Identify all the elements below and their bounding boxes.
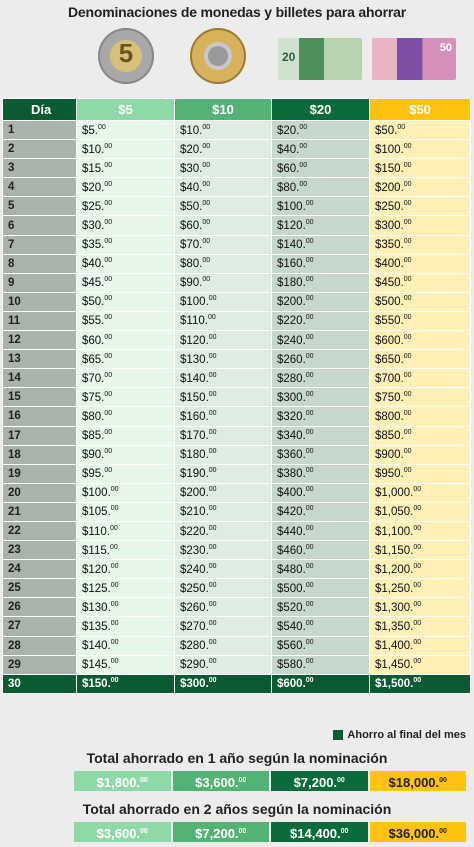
cell-dia: 15 — [3, 388, 77, 407]
cell-50: $600.00 — [370, 331, 471, 350]
cell-dia: 19 — [3, 464, 77, 483]
cell-10: $290.00 — [175, 655, 272, 674]
cell-5: $15.00 — [77, 159, 175, 178]
total-2-year-label: Total ahorrado en 2 años según la nominación — [82, 801, 392, 817]
cell-10: $90.00 — [175, 273, 272, 292]
cell-10: $50.00 — [175, 197, 272, 216]
cell-5: $70.00 — [77, 369, 175, 388]
total-1-year-label: Total ahorrado en 1 año según la nominación — [86, 750, 388, 766]
table-header-row — [3, 99, 471, 121]
cell-dia: 22 — [3, 521, 77, 540]
cell-5: $20.00 — [77, 178, 175, 197]
cell-20: $40.00 — [272, 140, 370, 159]
cell-50: $900.00 — [370, 445, 471, 464]
total-2-year-20: $14,400.00 — [271, 822, 368, 842]
cell-5: $40.00 — [77, 254, 175, 273]
cell-20: $480.00 — [272, 560, 370, 579]
cell-10: $240.00 — [175, 560, 272, 579]
cell-50: $1,400.00 — [370, 636, 471, 655]
table-row — [3, 292, 471, 311]
coin-5-image — [98, 28, 154, 84]
cell-20: $400.00 — [272, 483, 370, 502]
cell-20: $580.00 — [272, 655, 370, 674]
coin-5-digit: 5 — [118, 38, 134, 68]
table-row — [3, 426, 471, 445]
cell-50: $550.00 — [370, 311, 471, 330]
cell-5: $150.00 — [77, 674, 175, 693]
cell-dia: 23 — [3, 541, 77, 560]
cell-dia: 24 — [3, 560, 77, 579]
cell-50: $1,000.00 — [370, 483, 471, 502]
cell-dia: 20 — [3, 483, 77, 502]
cell-50: $1,050.00 — [370, 502, 471, 521]
header-50: $50 — [370, 99, 471, 121]
cell-50: $1,250.00 — [370, 579, 471, 598]
cell-10: $260.00 — [175, 598, 272, 617]
cell-10: $170.00 — [175, 426, 272, 445]
cell-dia: 7 — [3, 235, 77, 254]
cell-5: $90.00 — [77, 445, 175, 464]
cell-5: $10.00 — [77, 140, 175, 159]
cell-50: $200.00 — [370, 178, 471, 197]
table-row — [3, 121, 471, 140]
cell-20: $20.00 — [272, 121, 370, 140]
cell-20: $380.00 — [272, 464, 370, 483]
cell-20: $360.00 — [272, 445, 370, 464]
cell-5: $35.00 — [77, 235, 175, 254]
total-2-year-row — [74, 822, 466, 842]
cell-5: $80.00 — [77, 407, 175, 426]
cell-50: $650.00 — [370, 350, 471, 369]
cell-dia: 3 — [3, 159, 77, 178]
table-row — [3, 273, 471, 292]
cell-50: $700.00 — [370, 369, 471, 388]
cell-50: $800.00 — [370, 407, 471, 426]
cell-dia: 10 — [3, 292, 77, 311]
total-1-year-5: $1,800.00 — [74, 771, 171, 791]
cell-5: $125.00 — [77, 579, 175, 598]
legend-label: Ahorro al final del mes — [347, 729, 466, 741]
legend-swatch — [333, 730, 343, 740]
cell-50: $300.00 — [370, 216, 471, 235]
cell-20: $100.00 — [272, 197, 370, 216]
cell-5: $85.00 — [77, 426, 175, 445]
cell-10: $120.00 — [175, 331, 272, 350]
total-1-year-20: $7,200.00 — [271, 771, 368, 791]
bill-50-image — [372, 38, 456, 80]
cell-20: $160.00 — [272, 254, 370, 273]
cell-10: $110.00 — [175, 311, 272, 330]
cell-20: $240.00 — [272, 331, 370, 350]
cell-10: $200.00 — [175, 483, 272, 502]
table-row — [3, 655, 471, 674]
cell-20: $320.00 — [272, 407, 370, 426]
cell-5: $115.00 — [77, 541, 175, 560]
cell-dia: 13 — [3, 350, 77, 369]
cell-10: $140.00 — [175, 369, 272, 388]
table-row — [3, 407, 471, 426]
header-5: $5 — [77, 99, 175, 121]
table-row — [3, 159, 471, 178]
cell-10: $100.00 — [175, 292, 272, 311]
cell-5: $135.00 — [77, 617, 175, 636]
currency-images — [0, 24, 474, 94]
table-row — [3, 445, 471, 464]
table-row — [3, 502, 471, 521]
cell-5: $50.00 — [77, 292, 175, 311]
total-1-year-50: $18,000.00 — [370, 771, 467, 791]
cell-50: $1,100.00 — [370, 521, 471, 540]
cell-dia: 18 — [3, 445, 77, 464]
cell-50: $1,450.00 — [370, 655, 471, 674]
cell-50: $450.00 — [370, 273, 471, 292]
cell-20: $440.00 — [272, 521, 370, 540]
table-row — [3, 331, 471, 350]
cell-50: $350.00 — [370, 235, 471, 254]
cell-20: $540.00 — [272, 617, 370, 636]
cell-20: $500.00 — [272, 579, 370, 598]
cell-10: $220.00 — [175, 521, 272, 540]
cell-dia: 17 — [3, 426, 77, 445]
cell-10: $270.00 — [175, 617, 272, 636]
cell-20: $460.00 — [272, 541, 370, 560]
cell-10: $30.00 — [175, 159, 272, 178]
cell-5: $120.00 — [77, 560, 175, 579]
cell-5: $45.00 — [77, 273, 175, 292]
legend — [333, 729, 466, 741]
cell-10: $300.00 — [175, 674, 272, 693]
table-row — [3, 216, 471, 235]
table-row — [3, 483, 471, 502]
cell-10: $40.00 — [175, 178, 272, 197]
cell-50: $100.00 — [370, 140, 471, 159]
cell-5: $25.00 — [77, 197, 175, 216]
cell-50: $400.00 — [370, 254, 471, 273]
table-row — [3, 254, 471, 273]
cell-dia: 8 — [3, 254, 77, 273]
cell-dia: 11 — [3, 311, 77, 330]
cell-10: $150.00 — [175, 388, 272, 407]
cell-50: $50.00 — [370, 121, 471, 140]
cell-5: $100.00 — [77, 483, 175, 502]
cell-50: $1,300.00 — [370, 598, 471, 617]
table-row — [3, 464, 471, 483]
total-2-year-5: $3,600.00 — [74, 822, 171, 842]
cell-dia: 1 — [3, 121, 77, 140]
table-row — [3, 560, 471, 579]
cell-dia: 14 — [3, 369, 77, 388]
cell-5: $95.00 — [77, 464, 175, 483]
cell-20: $600.00 — [272, 674, 370, 693]
cell-dia: 26 — [3, 598, 77, 617]
cell-5: $105.00 — [77, 502, 175, 521]
cell-dia: 4 — [3, 178, 77, 197]
cell-20: $60.00 — [272, 159, 370, 178]
cell-50: $1,500.00 — [370, 674, 471, 693]
cell-10: $210.00 — [175, 502, 272, 521]
cell-20: $140.00 — [272, 235, 370, 254]
table-row — [3, 178, 471, 197]
cell-dia: 30 — [3, 674, 77, 693]
cell-10: $70.00 — [175, 235, 272, 254]
cell-5: $145.00 — [77, 655, 175, 674]
header-20: $20 — [272, 99, 370, 121]
table-row — [3, 521, 471, 540]
cell-20: $280.00 — [272, 369, 370, 388]
cell-20: $300.00 — [272, 388, 370, 407]
table-body — [3, 121, 471, 694]
table-row — [3, 598, 471, 617]
cell-dia: 5 — [3, 197, 77, 216]
cell-10: $250.00 — [175, 579, 272, 598]
cell-20: $560.00 — [272, 636, 370, 655]
cell-dia: 6 — [3, 216, 77, 235]
bill-20-image — [278, 38, 362, 80]
cell-50: $1,350.00 — [370, 617, 471, 636]
cell-5: $65.00 — [77, 350, 175, 369]
cell-20: $340.00 — [272, 426, 370, 445]
cell-20: $260.00 — [272, 350, 370, 369]
cell-dia: 12 — [3, 331, 77, 350]
header-dia: Día — [3, 99, 77, 121]
cell-20: $420.00 — [272, 502, 370, 521]
cell-5: $60.00 — [77, 331, 175, 350]
table-row — [3, 311, 471, 330]
cell-20: $180.00 — [272, 273, 370, 292]
table-row — [3, 197, 471, 216]
table-row — [3, 388, 471, 407]
cell-20: $200.00 — [272, 292, 370, 311]
table-row — [3, 617, 471, 636]
cell-dia: 9 — [3, 273, 77, 292]
cell-10: $60.00 — [175, 216, 272, 235]
cell-10: $160.00 — [175, 407, 272, 426]
cell-20: $80.00 — [272, 178, 370, 197]
cell-10: $180.00 — [175, 445, 272, 464]
cell-10: $230.00 — [175, 541, 272, 560]
cell-5: $5.00 — [77, 121, 175, 140]
cell-50: $150.00 — [370, 159, 471, 178]
cell-dia: 27 — [3, 617, 77, 636]
table-row — [3, 674, 471, 693]
cell-5: $55.00 — [77, 311, 175, 330]
cell-20: $520.00 — [272, 598, 370, 617]
coin-10-image — [190, 28, 246, 84]
cell-50: $1,150.00 — [370, 541, 471, 560]
total-2-year-10: $7,200.00 — [173, 822, 270, 842]
table-row — [3, 350, 471, 369]
cell-10: $130.00 — [175, 350, 272, 369]
page-title: Denominaciones de monedas y billetes para ahorrar — [68, 4, 406, 20]
cell-10: $20.00 — [175, 140, 272, 159]
cell-50: $850.00 — [370, 426, 471, 445]
bill-20-mark: 20 — [282, 50, 296, 64]
cell-dia: 16 — [3, 407, 77, 426]
cell-5: $130.00 — [77, 598, 175, 617]
table-row — [3, 369, 471, 388]
cell-dia: 28 — [3, 636, 77, 655]
total-1-year-row — [74, 771, 466, 791]
cell-5: $140.00 — [77, 636, 175, 655]
cell-50: $750.00 — [370, 388, 471, 407]
table-row — [3, 140, 471, 159]
cell-dia: 29 — [3, 655, 77, 674]
cell-10: $190.00 — [175, 464, 272, 483]
cell-20: $120.00 — [272, 216, 370, 235]
coin-10-center — [208, 46, 228, 66]
cell-dia: 21 — [3, 502, 77, 521]
table-row — [3, 541, 471, 560]
cell-dia: 2 — [3, 140, 77, 159]
header-10: $10 — [175, 99, 272, 121]
cell-5: $30.00 — [77, 216, 175, 235]
total-1-year-10: $3,600.00 — [173, 771, 270, 791]
table-row — [3, 636, 471, 655]
cell-10: $10.00 — [175, 121, 272, 140]
savings-table — [2, 98, 471, 694]
cell-10: $280.00 — [175, 636, 272, 655]
cell-50: $500.00 — [370, 292, 471, 311]
cell-5: $75.00 — [77, 388, 175, 407]
table-row — [3, 579, 471, 598]
table-row — [3, 235, 471, 254]
cell-50: $950.00 — [370, 464, 471, 483]
cell-5: $110.00 — [77, 521, 175, 540]
cell-50: $250.00 — [370, 197, 471, 216]
cell-20: $220.00 — [272, 311, 370, 330]
cell-dia: 25 — [3, 579, 77, 598]
total-2-year-50: $36,000.00 — [370, 822, 467, 842]
bill-50-mark: 50 — [439, 42, 452, 54]
cell-10: $80.00 — [175, 254, 272, 273]
cell-50: $1,200.00 — [370, 560, 471, 579]
